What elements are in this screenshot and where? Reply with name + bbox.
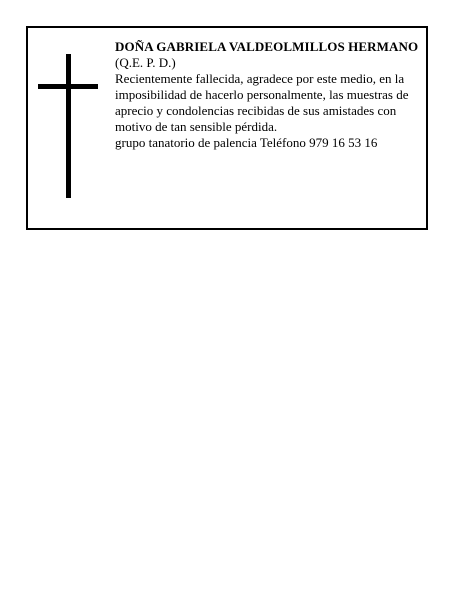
cross-icon bbox=[38, 54, 98, 198]
qepd-label: (Q.E. P. D.) bbox=[115, 55, 176, 70]
deceased-name: DOÑA GABRIELA VALDEOLMILLOS HERMANO bbox=[115, 39, 419, 54]
notice-message: Recientemente fallecida, agradece por este medio, en la imposibilidad de hacerlo personalmente, las muestras de aprecio y condolencias recibidas de sus amistades con motivo de tan sensible pérdida. bbox=[115, 71, 409, 134]
cross-horizontal-bar bbox=[38, 84, 98, 89]
funeral-home-contact: grupo tanatorio de palencia Teléfono 979 16 53 16 bbox=[115, 135, 378, 150]
obituary-notice bbox=[26, 26, 428, 230]
notice-text bbox=[115, 39, 423, 151]
cross-vertical-bar bbox=[66, 54, 71, 198]
